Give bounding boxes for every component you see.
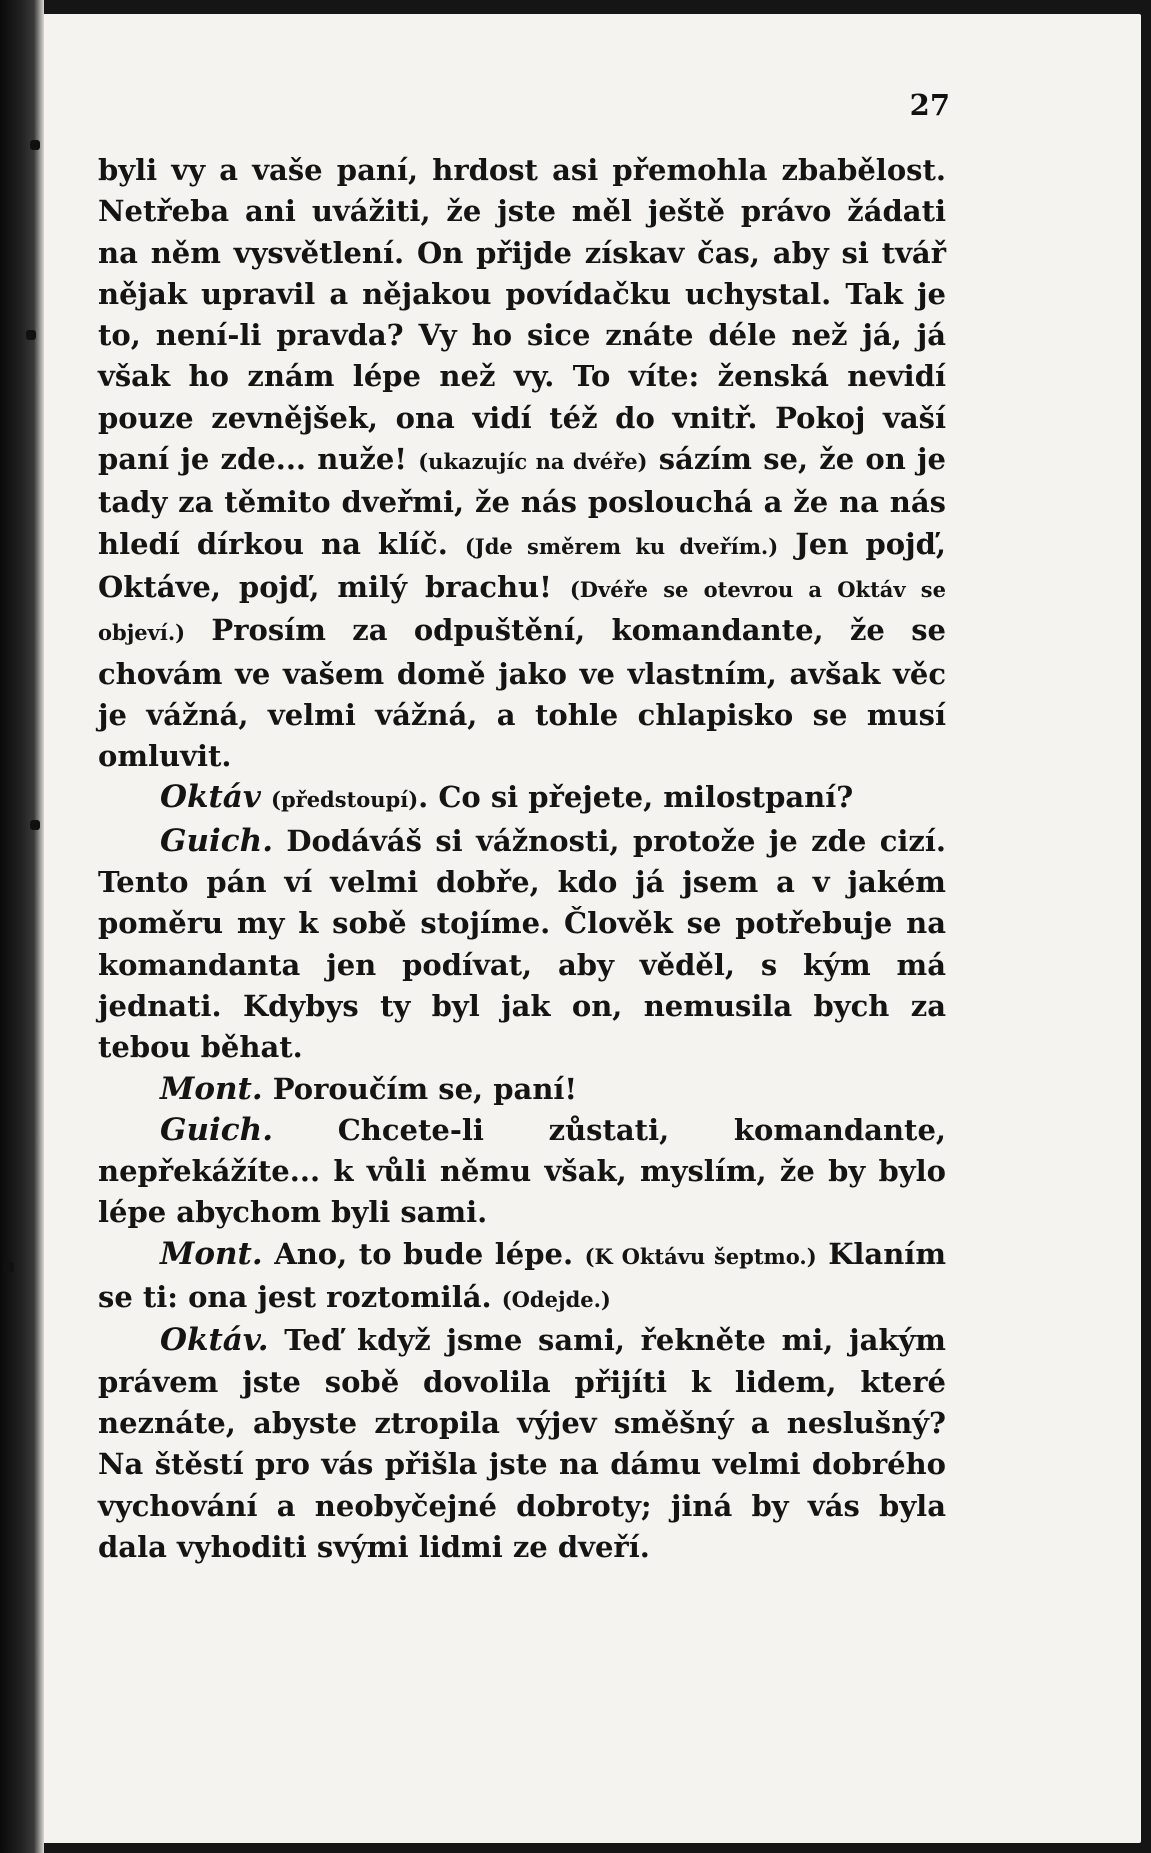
speaker-name: Oktáv [160, 779, 261, 816]
dialogue-text: Poroučím se, paní! [262, 1071, 578, 1106]
text-paragraph [98, 150, 946, 777]
dialogue-text: Chcete-li zůstati, komandante, nepřekážíte... k vůli němu však, myslím, že by bylo lépe abychom byli sami. [98, 1112, 946, 1230]
page-number: 27 [909, 88, 950, 122]
speech-paragraph [98, 821, 946, 1069]
speech-paragraph [98, 777, 946, 820]
dialogue-text: Ano, to bude lépe. [262, 1236, 585, 1271]
speaker-name: Guich. [160, 1111, 273, 1148]
dialogue-text [261, 780, 271, 814]
speaker-name: Guich. [160, 822, 273, 859]
binding-gutter [0, 0, 44, 1853]
gutter-blemish [30, 820, 40, 830]
stage-direction: (Odejde.) [501, 1287, 611, 1313]
speaker-name: Mont. [160, 1070, 263, 1107]
speaker-name: Mont. [160, 1235, 263, 1272]
stage-direction: (K Oktávu šeptmo.) [584, 1243, 817, 1269]
dialogue-text: . Co si přejete, milostpaní? [418, 780, 854, 815]
dialogue-text: Dodáváš si vážnosti, protože je zde cizí. Tento pán ví velmi dobře, kdo já jsem a v jakém poměru my k sobě stojíme. Člověk se potřebuje na komandanta jen podívat, aby věděl, s kým má jednati. Kdybys ty byl jak on, nemusila bych za tebou běhat. [98, 823, 946, 1065]
dialogue-text: byli vy a vaše paní, hrdost asi přemohla zbabělost. Netřeba ani uvážiti, že jste měl ještě právo žádati na něm vysvětlení. On přijde získav čas, aby si tvář nějak upravil a nějakou povídačku uchystal. Tak je to, není-li pravda? Vy ho sice znáte déle než já, já však ho znám lépe než vy. To víte: ženská nevidí pouze zevnějšek, ona vidí též do vnitř. Pokoj vaší paní je zde... nuže! [98, 153, 946, 477]
dialogue-text: sázím se, že on je tady za těmito dveřmi, že nás poslouchá a že na nás hledí dírkou na klíč. [98, 442, 946, 561]
gutter-blemish [30, 140, 40, 150]
speech-paragraph [98, 1069, 946, 1110]
dialogue-text: Jen pojď, Oktáve, pojď, milý brachu! [98, 526, 946, 604]
speaker-name: Oktáv. [160, 1322, 269, 1359]
speech-paragraph [98, 1320, 946, 1568]
dialogue-text: Prosím za odpuštění, komandante, že se chovám ve vašem domě jako ve vlastním, avšak věc je vážná, velmi vážná, a tohle chlapisko se musí omluvit. [98, 613, 946, 774]
stage-direction: (Dvéře se otevrou a Oktáv se objeví.) [98, 576, 946, 646]
stage-direction: (předstoupí) [271, 787, 419, 813]
gutter-blemish [4, 1262, 14, 1272]
speech-paragraph [98, 1110, 946, 1234]
gutter-blemish [26, 330, 36, 340]
body-text [98, 150, 946, 1568]
stage-direction: (Jde směrem ku dveřím.) [464, 533, 779, 559]
dialogue-text: Teď když jsme sami, řekněte mi, jakým právem jste sobě dovolila přijíti k lidem, které neznáte, abyste ztropila výjev směšný a neslušný? Na štěstí pro vás přišla jste na dámu velmi dobrého vychování a neobyčejné dobroty; jiná by vás byla dala vyhoditi svými lidmi ze dveří. [98, 1323, 946, 1564]
stage-direction: (ukazujíc na dvéře) [418, 449, 648, 475]
speech-paragraph [98, 1234, 946, 1321]
dialogue-text: Klaním se ti: ona jest roztomilá. [98, 1236, 946, 1315]
